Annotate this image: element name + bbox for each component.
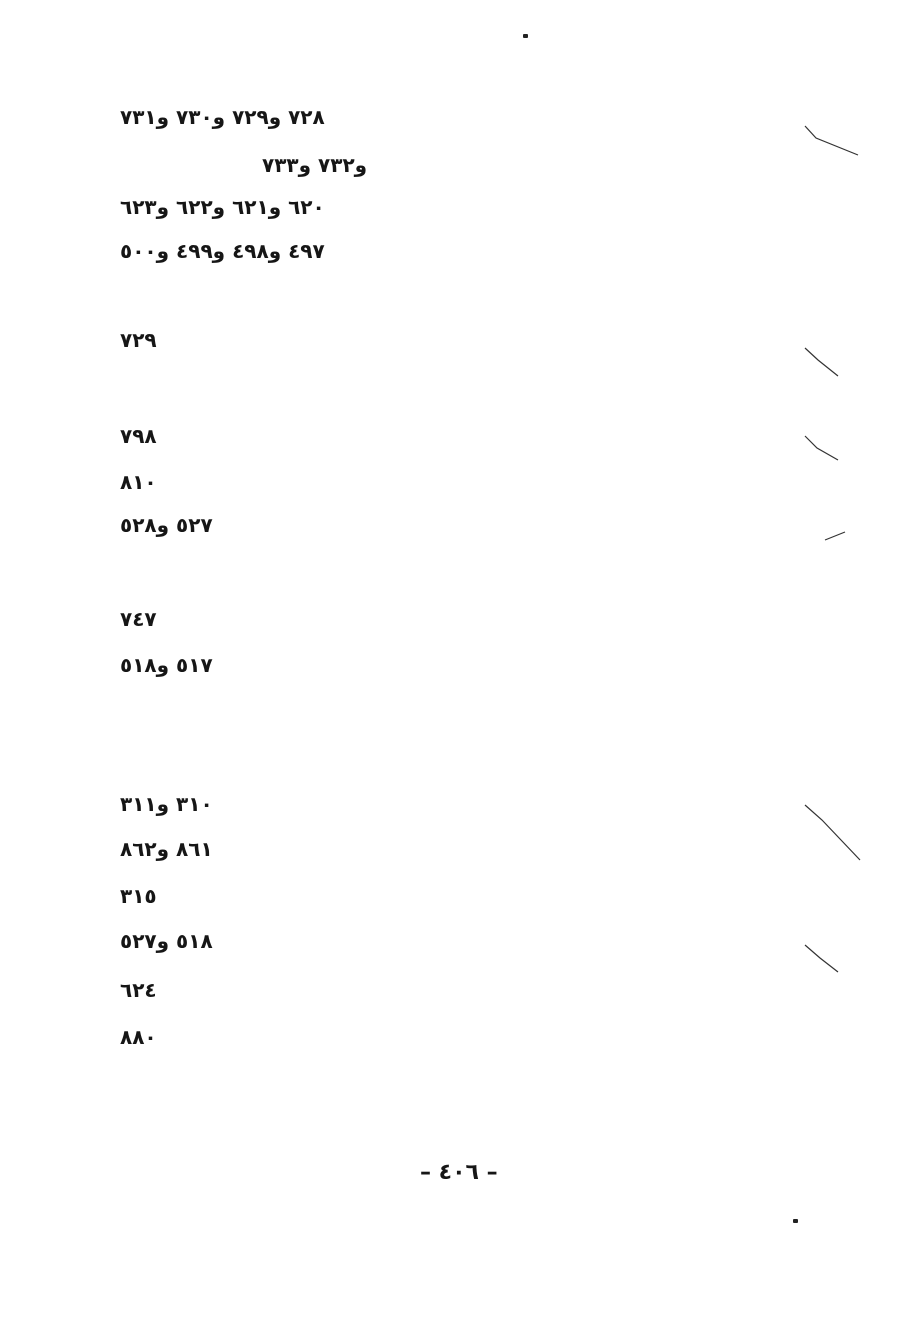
page-references: ٨١٠ — [120, 470, 157, 494]
page-references: ٦٢٠ و٦٢١ و٦٢٢ و٦٢٣ — [120, 195, 325, 219]
page-references: ٧٤٧ — [120, 607, 157, 631]
page-references: ٣١٠ و٣١١ — [120, 792, 213, 816]
page-references: ٥٢٧ و٥٢٨ — [120, 513, 213, 537]
page-number: – ٤٠٦ – — [420, 1160, 498, 1185]
page-references: ٥١٧ و٥١٨ — [120, 653, 213, 677]
page-references: ٦٢٤ — [120, 978, 157, 1002]
page-references: ٣١٥ — [120, 884, 157, 908]
page-references: ٧٩٨ — [120, 424, 157, 448]
page-references: ٤٩٧ و٤٩٨ و٤٩٩ و٥٠٠ — [120, 239, 325, 263]
page-references-continued: و٧٣٢ و٧٣٣ — [262, 153, 368, 177]
page-references: ٨٦١ و٨٦٢ — [120, 837, 213, 861]
page-references: ٧٢٩ — [120, 328, 157, 352]
page-references: ٨٨٠ — [120, 1025, 157, 1049]
page-references: ٥١٨ و٥٢٧ — [120, 929, 213, 953]
page-references: ٧٢٨ و٧٢٩ و٧٣٠ و٧٣١ — [120, 105, 325, 129]
